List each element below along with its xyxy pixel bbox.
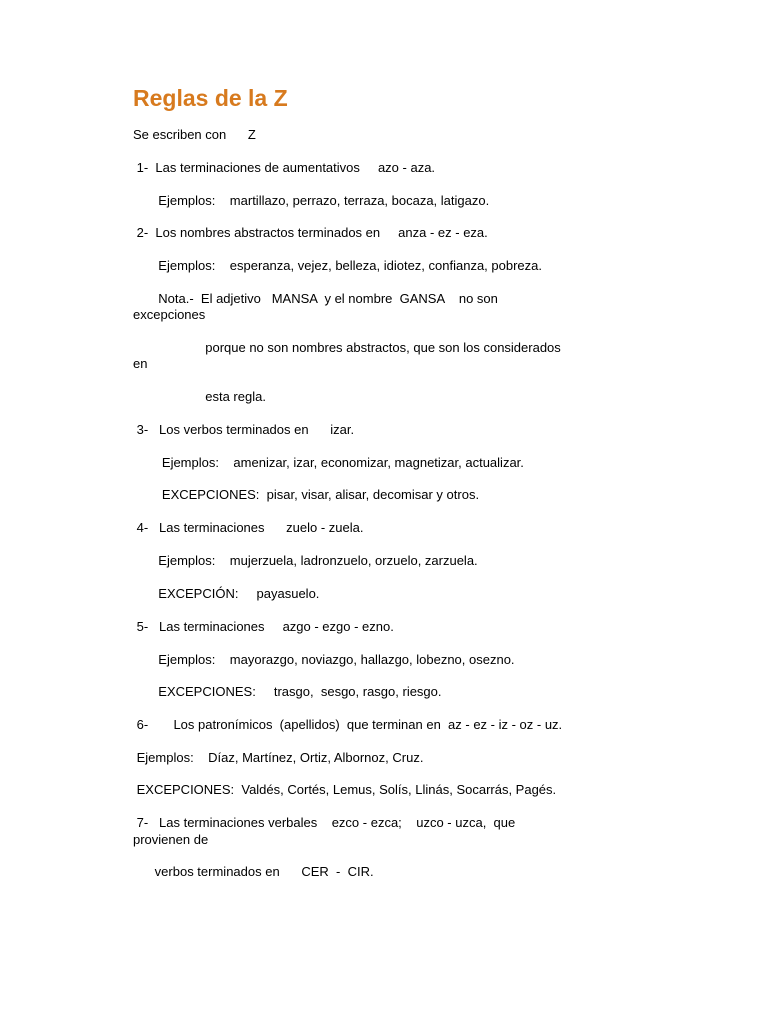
text-line-12: Ejemplos: amenizar, izar, economizar, magnetizar, actualizar. <box>133 455 524 470</box>
text-line-6: Nota.- El adjetivo MANSA y el nombre GANSA no son <box>133 291 498 306</box>
text-line-2: 1- Las terminaciones de aumentativos azo - aza. <box>133 160 436 175</box>
text-line-10: esta regla. <box>133 389 266 404</box>
text-line-9: en <box>133 356 148 371</box>
text-line-23: 7- Las terminaciones verbales ezco - ezca; uzco - uzca, que <box>133 815 516 830</box>
text-line-20: 6- Los patronímicos (apellidos) que terminan en az - ez - iz - oz - uz. <box>133 717 563 732</box>
text-line-11: 3- Los verbos terminados en izar. <box>133 422 355 437</box>
text-line-25: verbos terminados en CER - CIR. <box>133 864 374 879</box>
text-line-21: Ejemplos: Díaz, Martínez, Ortiz, Albornoz, Cruz. <box>133 750 424 765</box>
text-line-18: Ejemplos: mayorazgo, noviazgo, hallazgo, lobezno, osezno. <box>133 652 515 667</box>
text-line-15: Ejemplos: mujerzuela, ladronzuelo, orzuelo, zarzuela. <box>133 553 478 568</box>
text-line-3: Ejemplos: martillazo, perrazo, terraza, bocaza, latigazo. <box>133 193 490 208</box>
text-line-4: 2- Los nombres abstractos terminados en anza - ez - eza. <box>133 225 488 240</box>
text-line-14: 4- Las terminaciones zuelo - zuela. <box>133 520 364 535</box>
text-line-22: EXCEPCIONES: Valdés, Cortés, Lemus, Solís, Llinás, Socarrás, Pagés. <box>133 782 557 797</box>
text-line-24: provienen de <box>133 832 209 847</box>
text-line-19: EXCEPCIONES: trasgo, sesgo, rasgo, riesgo. <box>133 684 442 699</box>
text-line-7: excepciones <box>133 307 206 322</box>
text-line-13: EXCEPCIONES: pisar, visar, alisar, decomisar y otros. <box>133 487 480 502</box>
page-title: Reglas de la Z <box>133 85 288 111</box>
text-line-1: Se escriben con Z <box>133 127 256 142</box>
text-line-8: porque no son nombres abstractos, que son los considerados <box>133 340 561 355</box>
text-line-5: Ejemplos: esperanza, vejez, belleza, idiotez, confianza, pobreza. <box>133 258 542 273</box>
text-line-17: 5- Las terminaciones azgo - ezgo - ezno. <box>133 619 394 634</box>
text-line-16: EXCEPCIÓN: payasuelo. <box>133 586 320 601</box>
